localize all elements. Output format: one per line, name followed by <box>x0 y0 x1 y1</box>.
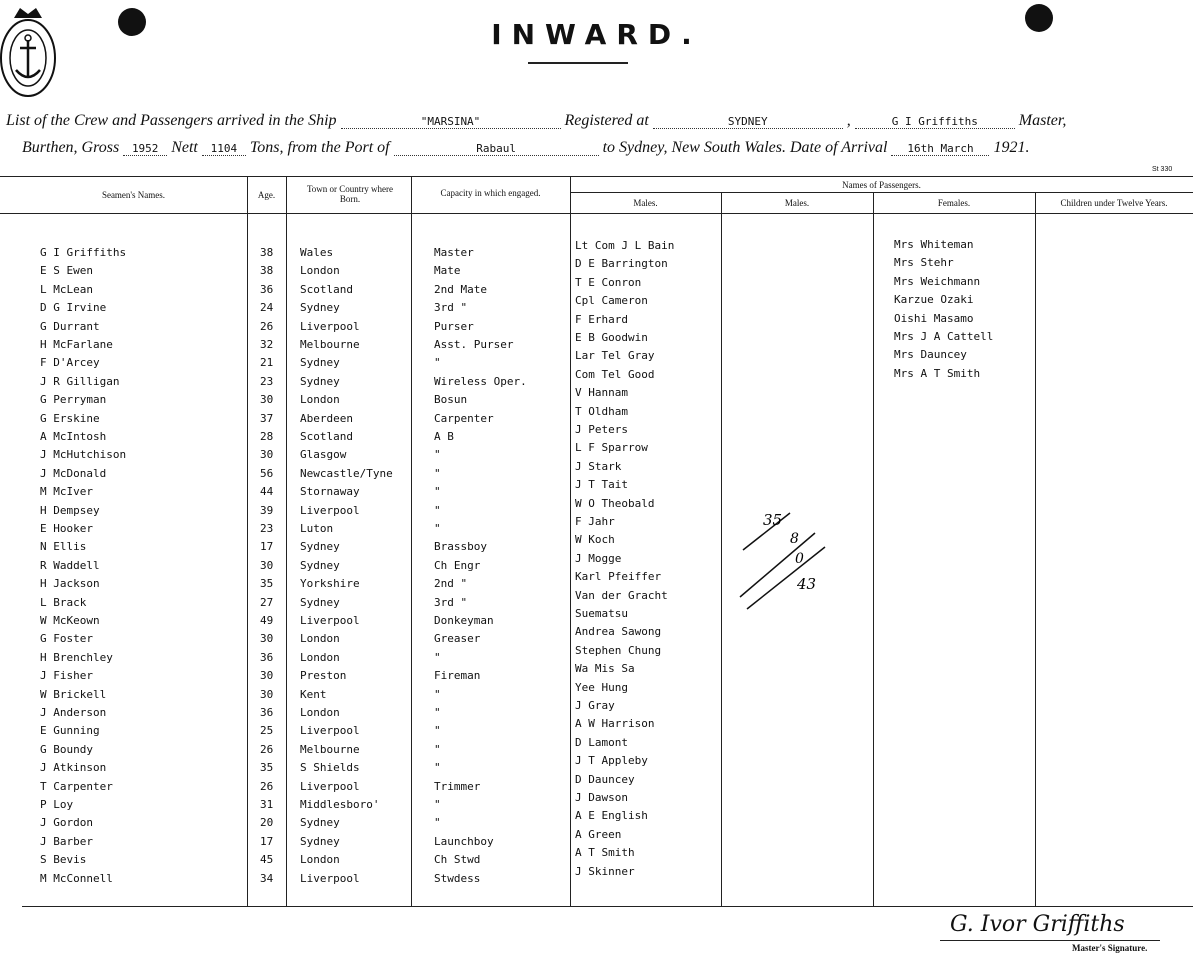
crew-capacity: 2nd " <box>434 577 468 590</box>
male-passenger: Lt Com J L Bain <box>575 239 675 252</box>
crew-age: 27 <box>260 596 274 609</box>
crew-name: F D'Arcey <box>40 356 100 369</box>
crew-birthplace: Sydney <box>300 596 340 609</box>
crew-capacity: Asst. Purser <box>434 338 514 351</box>
tally-total: 43 <box>797 575 817 593</box>
male-passenger: F Jahr <box>575 515 615 528</box>
crew-birthplace: London <box>300 632 340 645</box>
male-passenger: T E Conron <box>575 276 642 289</box>
header-males-1: Males. <box>633 198 658 208</box>
col-rule <box>247 176 248 906</box>
crew-age: 44 <box>260 485 274 498</box>
to-label: to Sydney, New South Wales. <box>602 139 786 156</box>
crew-age: 36 <box>260 651 274 664</box>
crew-capacity: " <box>434 504 441 517</box>
male-passenger: J Skinner <box>575 865 635 878</box>
ship-name: "MARSINA" <box>341 115 561 129</box>
female-passenger: Mrs Whiteman <box>894 238 974 251</box>
female-passenger: Mrs Stehr <box>894 256 954 269</box>
registered-label: Registered at <box>564 112 649 129</box>
crew-age: 49 <box>260 614 274 627</box>
header-born: Town or Country where Born. <box>306 184 394 204</box>
crew-name: G I Griffiths <box>40 246 127 259</box>
crew-name: J R Gilligan <box>40 375 120 388</box>
male-passenger: Suematsu <box>575 607 628 620</box>
crew-birthplace: Sydney <box>300 540 340 553</box>
crew-name: N Ellis <box>40 540 87 553</box>
master-signature: G. Ivor Griffiths <box>950 912 1125 937</box>
crew-name: L Brack <box>40 596 87 609</box>
crew-name: E Hooker <box>40 522 93 535</box>
crew-age: 28 <box>260 430 274 443</box>
crew-name: A McIntosh <box>40 430 107 443</box>
crew-birthplace: Sydney <box>300 835 340 848</box>
crew-age: 36 <box>260 283 274 296</box>
table-bottom-rule <box>22 906 1193 907</box>
crew-name: G Foster <box>40 632 93 645</box>
master-value: G I Griffiths <box>855 115 1015 129</box>
crew-capacity: " <box>434 651 441 664</box>
crew-capacity: " <box>434 485 441 498</box>
crew-name: G Durrant <box>40 320 100 333</box>
male-passenger: Karl Pfeiffer <box>575 570 662 583</box>
crew-name: J Gordon <box>40 816 93 829</box>
crew-age: 20 <box>260 816 274 829</box>
crew-age: 23 <box>260 522 274 535</box>
crew-capacity: Purser <box>434 320 474 333</box>
header-seamen-names: Seamen's Names. <box>101 190 166 200</box>
crew-age: 23 <box>260 375 274 388</box>
crew-name: H McFarlane <box>40 338 113 351</box>
crew-name: D G Irvine <box>40 301 107 314</box>
crew-capacity: Donkeyman <box>434 614 494 627</box>
crew-name: H Jackson <box>40 577 100 590</box>
crew-birthplace: Yorkshire <box>300 577 360 590</box>
col-rule <box>411 176 412 906</box>
crew-age: 26 <box>260 320 274 333</box>
nett-value: 1104 <box>202 142 246 156</box>
male-passenger: Lar Tel Gray <box>575 349 655 362</box>
crew-age: 31 <box>260 798 274 811</box>
header-females: Females. <box>937 198 971 208</box>
crew-age: 32 <box>260 338 274 351</box>
crew-age: 30 <box>260 688 274 701</box>
crew-capacity: Wireless Oper. <box>434 375 527 388</box>
crew-age: 39 <box>260 504 274 517</box>
crew-birthplace: Newcastle/Tyne <box>300 467 393 480</box>
crew-capacity: " <box>434 356 441 369</box>
crew-birthplace: Scotland <box>300 430 353 443</box>
crew-name: P Loy <box>40 798 74 811</box>
crew-name: S Bevis <box>40 853 87 866</box>
crew-age: 45 <box>260 853 274 866</box>
male-passenger: Wa Mis Sa <box>575 662 635 675</box>
crew-age: 24 <box>260 301 274 314</box>
header-children: Children under Twelve Years. <box>1060 198 1168 208</box>
crew-age: 56 <box>260 467 274 480</box>
crew-name: G Boundy <box>40 743 93 756</box>
crew-name: M McIver <box>40 485 93 498</box>
col-rule <box>286 176 287 906</box>
arrival-value: 16th March <box>891 142 989 156</box>
crew-name: J McDonald <box>40 467 107 480</box>
crew-capacity: Ch Stwd <box>434 853 481 866</box>
crew-age: 34 <box>260 872 274 885</box>
crew-capacity: " <box>434 688 441 701</box>
male-passenger: Stephen Chung <box>575 644 662 657</box>
crew-birthplace: Liverpool <box>300 504 360 517</box>
crew-capacity: " <box>434 761 441 774</box>
header-line-1 <box>6 112 1066 130</box>
male-passenger: W O Theobald <box>575 497 655 510</box>
crew-age: 25 <box>260 724 274 737</box>
crew-capacity: " <box>434 816 441 829</box>
crew-birthplace: Aberdeen <box>300 412 353 425</box>
male-passenger: A Green <box>575 828 622 841</box>
crew-name: T Carpenter <box>40 780 113 793</box>
year-value: 1921. <box>993 139 1030 156</box>
col-rule <box>873 192 874 906</box>
crew-name: H Brenchley <box>40 651 113 664</box>
crew-name: W Brickell <box>40 688 107 701</box>
male-passenger: L F Sparrow <box>575 441 648 454</box>
crew-capacity: Brassboy <box>434 540 487 553</box>
crew-birthplace: Liverpool <box>300 614 360 627</box>
table-top-rule <box>0 176 1193 177</box>
male-passenger: J Mogge <box>575 552 622 565</box>
crew-capacity: " <box>434 706 441 719</box>
master-label: Master, <box>1018 112 1067 129</box>
crew-birthplace: Scotland <box>300 283 353 296</box>
port-value: Rabaul <box>394 142 599 156</box>
crew-capacity: Carpenter <box>434 412 494 425</box>
crew-birthplace: Glasgow <box>300 448 347 461</box>
crew-birthplace: Melbourne <box>300 743 360 756</box>
crew-birthplace: Middlesboro' <box>300 798 380 811</box>
male-passenger: J T Appleby <box>575 754 648 767</box>
crew-name: M McConnell <box>40 872 113 885</box>
male-passenger: E B Goodwin <box>575 331 648 344</box>
crew-capacity: Master <box>434 246 474 259</box>
crew-birthplace: Sydney <box>300 816 340 829</box>
crew-name: H Dempsey <box>40 504 100 517</box>
male-passenger: W Koch <box>575 533 615 546</box>
crew-age: 38 <box>260 246 274 259</box>
form-number: St 330 <box>1152 166 1173 173</box>
crew-name: G Perryman <box>40 393 107 406</box>
header-bottom-rule <box>0 213 1193 214</box>
crew-name: J Barber <box>40 835 93 848</box>
crew-capacity: Ch Engr <box>434 559 481 572</box>
crew-age: 26 <box>260 780 274 793</box>
handwritten-tally <box>735 505 835 615</box>
crew-capacity: Fireman <box>434 669 481 682</box>
crew-age: 30 <box>260 632 274 645</box>
crew-birthplace: London <box>300 651 340 664</box>
tons-label: Tons, from the Port of <box>249 139 390 156</box>
female-passenger: Mrs J A Cattell <box>894 330 994 343</box>
crew-birthplace: Sydney <box>300 301 340 314</box>
gross-value: 1952 <box>123 142 167 156</box>
nett-label: Nett <box>171 139 198 156</box>
crew-capacity: 3rd " <box>434 301 468 314</box>
male-passenger: D E Barrington <box>575 257 668 270</box>
title-underline <box>528 62 628 64</box>
burthen-label: Burthen, Gross <box>22 139 120 156</box>
comma-sep: , <box>846 112 851 129</box>
crew-capacity: " <box>434 448 441 461</box>
crew-age: 37 <box>260 412 274 425</box>
header-age: Age. <box>257 190 276 200</box>
arrival-label: Date of Arrival <box>789 139 888 156</box>
crew-capacity: 3rd " <box>434 596 468 609</box>
crew-capacity: " <box>434 522 441 535</box>
male-passenger: J Dawson <box>575 791 628 804</box>
male-passenger: D Lamont <box>575 736 628 749</box>
female-passenger: Mrs A T Smith <box>894 367 981 380</box>
crew-age: 30 <box>260 393 274 406</box>
crew-age: 21 <box>260 356 274 369</box>
col-rule <box>570 176 571 906</box>
male-passenger: V Hannam <box>575 386 628 399</box>
crew-age: 30 <box>260 448 274 461</box>
crew-birthplace: London <box>300 393 340 406</box>
crew-birthplace: Preston <box>300 669 347 682</box>
crew-age: 38 <box>260 264 274 277</box>
page-title: INWARD. <box>491 18 702 51</box>
crew-name: G Erskine <box>40 412 100 425</box>
header-males-2: Males. <box>784 198 810 208</box>
crew-birthplace: Stornaway <box>300 485 360 498</box>
male-passenger: Yee Hung <box>575 681 628 694</box>
crew-capacity: " <box>434 467 441 480</box>
signature-label: Master's Signature. <box>1072 943 1148 953</box>
crew-name: E S Ewen <box>40 264 93 277</box>
crew-name: L McLean <box>40 283 93 296</box>
male-passenger: A T Smith <box>575 846 635 859</box>
crew-capacity: 2nd Mate <box>434 283 487 296</box>
crew-capacity: " <box>434 798 441 811</box>
crew-name: J Anderson <box>40 706 107 719</box>
header-line-2 <box>22 139 1029 157</box>
crew-name: J Fisher <box>40 669 93 682</box>
crew-birthplace: Liverpool <box>300 320 360 333</box>
crew-capacity: Trimmer <box>434 780 481 793</box>
male-passenger: Cpl Cameron <box>575 294 648 307</box>
female-passenger: Karzue Ozaki <box>894 293 974 306</box>
female-passenger: Oishi Masamo <box>894 312 974 325</box>
male-passenger: F Erhard <box>575 313 628 326</box>
crew-birthplace: Liverpool <box>300 724 360 737</box>
crew-name: J McHutchison <box>40 448 127 461</box>
crew-capacity: Bosun <box>434 393 468 406</box>
male-passenger: D Dauncey <box>575 773 635 786</box>
crew-capacity: Greaser <box>434 632 481 645</box>
crew-birthplace: Luton <box>300 522 334 535</box>
crew-birthplace: London <box>300 853 340 866</box>
crew-birthplace: London <box>300 264 340 277</box>
crew-birthplace: Sydney <box>300 375 340 388</box>
tally-children: 0 <box>795 551 804 567</box>
passengers-subrule <box>570 192 1193 193</box>
male-passenger: T Oldham <box>575 405 628 418</box>
crew-age: 35 <box>260 577 274 590</box>
male-passenger: J Gray <box>575 699 615 712</box>
tally-females: 8 <box>790 531 799 547</box>
crew-birthplace: London <box>300 706 340 719</box>
male-passenger: Andrea Sawong <box>575 625 662 638</box>
male-passenger: J Stark <box>575 460 622 473</box>
crew-capacity: Mate <box>434 264 461 277</box>
crew-birthplace: S Shields <box>300 761 360 774</box>
crew-capacity: Stwdess <box>434 872 481 885</box>
crew-name: E Gunning <box>40 724 100 737</box>
list-prefix: List of the Crew and Passengers arrived in the Ship <box>6 112 337 129</box>
crew-age: 35 <box>260 761 274 774</box>
crew-birthplace: Liverpool <box>300 780 360 793</box>
col-rule <box>1035 192 1036 906</box>
crew-capacity: A B <box>434 430 454 443</box>
header-passengers: Names of Passengers. <box>842 180 921 190</box>
crew-age: 26 <box>260 743 274 756</box>
crew-birthplace: Liverpool <box>300 872 360 885</box>
crew-birthplace: Wales <box>300 246 334 259</box>
crew-name: J Atkinson <box>40 761 107 774</box>
crew-capacity: " <box>434 743 441 756</box>
crew-age: 17 <box>260 540 274 553</box>
male-passenger: Com Tel Good <box>575 368 655 381</box>
crew-capacity: " <box>434 724 441 737</box>
registered-value: SYDNEY <box>653 115 843 129</box>
male-passenger: A W Harrison <box>575 717 655 730</box>
crew-age: 17 <box>260 835 274 848</box>
male-passenger: J Peters <box>575 423 628 436</box>
crew-birthplace: Sydney <box>300 356 340 369</box>
crew-age: 36 <box>260 706 274 719</box>
crew-capacity: Launchboy <box>434 835 494 848</box>
tally-males: 35 <box>763 511 783 529</box>
crew-birthplace: Sydney <box>300 559 340 572</box>
crew-birthplace: Kent <box>300 688 327 701</box>
female-passenger: Mrs Dauncey <box>894 348 967 361</box>
crew-name: W McKeown <box>40 614 100 627</box>
header-capacity: Capacity in which engaged. <box>440 188 541 198</box>
male-passenger: A E English <box>575 809 648 822</box>
crew-birthplace: Melbourne <box>300 338 360 351</box>
male-passenger: J T Tait <box>575 478 628 491</box>
crew-age: 30 <box>260 669 274 682</box>
crew-age: 30 <box>260 559 274 572</box>
col-rule <box>721 192 722 906</box>
male-passenger: Van der Gracht <box>575 589 668 602</box>
female-passenger: Mrs Weichmann <box>894 275 981 288</box>
signature-line <box>940 940 1160 941</box>
crew-name: R Waddell <box>40 559 100 572</box>
